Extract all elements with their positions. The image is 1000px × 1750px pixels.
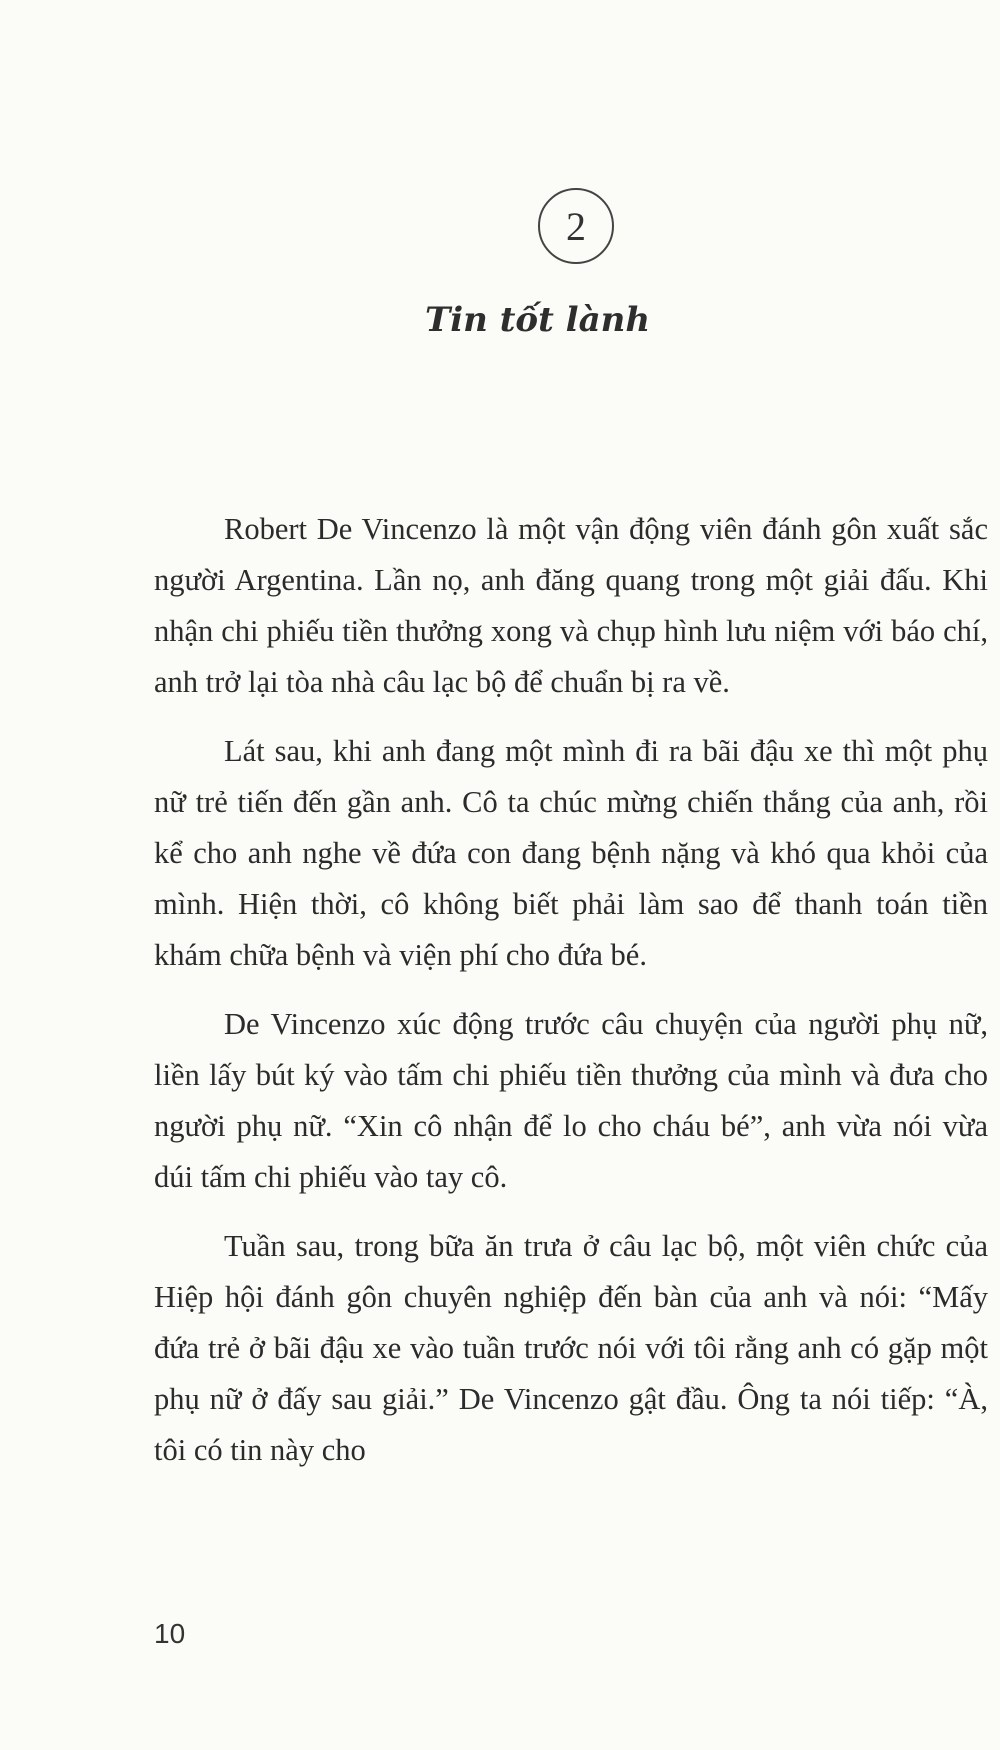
paragraph: Tuần sau, trong bữa ăn trưa ở câu lạc bộ, một viên chức của Hiệp hội đánh gôn chuyên nghiệp đến bàn của anh và nói: “Mấy đứa trẻ ở bãi đậu xe vào tuần trước nói với tôi rằng anh có gặp một phụ nữ ở đấy sau giải.” De Vincenzo gật đầu. Ông ta nói tiếp: “À, tôi có tin này cho bbox=[154, 1229, 988, 1467]
paragraph: De Vincenzo xúc động trước câu chuyện của người phụ nữ, liền lấy bút ký vào tấm chi phiếu tiền thưởng của mình và đưa cho người phụ nữ. “Xin cô nhận để lo cho cháu bé”, anh vừa nói vừa dúi tấm chi phiếu vào tay cô. bbox=[154, 1007, 988, 1194]
chapter-number-circle bbox=[538, 188, 614, 264]
paragraph: Robert De Vincenzo là một vận động viên đánh gôn xuất sắc người Argentina. Lần nọ, anh đăng quang trong một giải đấu. Khi nhận chi phiếu tiền thưởng xong và chụp hình lưu niệm với báo chí, anh trở lại tòa nhà câu lạc bộ để chuẩn bị ra về. bbox=[154, 512, 988, 699]
body-text bbox=[154, 504, 988, 1494]
page-number: 10 bbox=[154, 1618, 186, 1649]
chapter-number: 2 bbox=[566, 203, 586, 249]
chapter-title: Tin tốt lành bbox=[424, 300, 651, 340]
paragraph: Lát sau, khi anh đang một mình đi ra bãi đậu xe thì một phụ nữ trẻ tiến đến gần anh. Cô ta chúc mừng chiến thắng của anh, rồi kể cho anh nghe về đứa con đang bệnh nặng và khó qua khỏi của mình. Hiện thời, cô không biết phải làm sao để thanh toán tiền khám chữa bệnh và viện phí cho đứa bé. bbox=[154, 734, 988, 972]
